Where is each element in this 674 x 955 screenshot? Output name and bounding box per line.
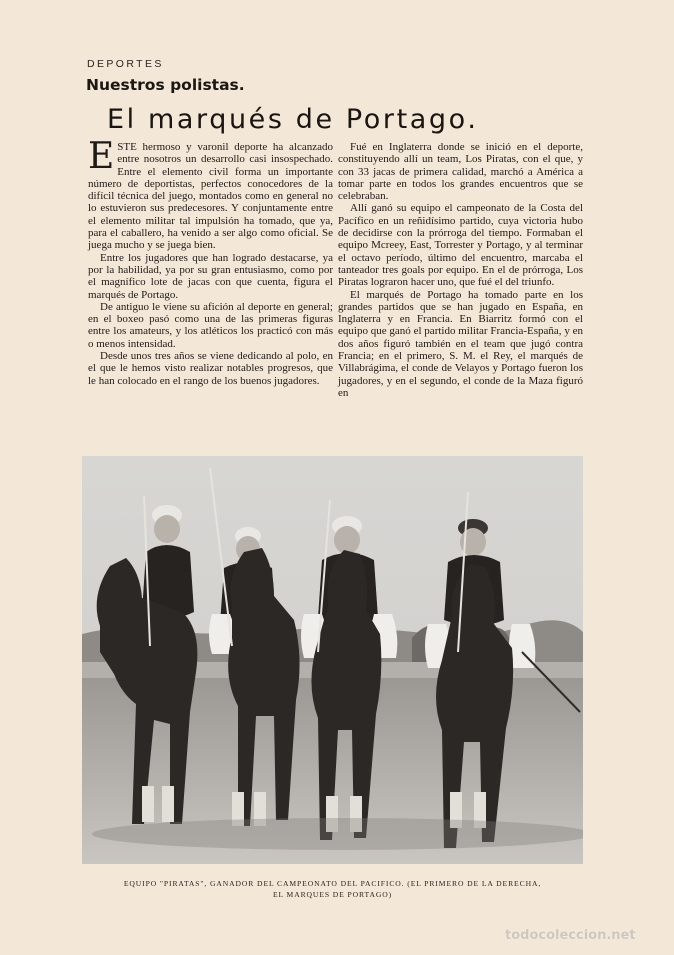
polo-team-photo [82,456,583,864]
paragraph-2: Entre los jugadores que han logrado destacarse, ya por la habilidad, ya por su gran entusiasmo, como por el magnífico lote de jacas con que cuenta, figura el marqués de Portago. [88,251,333,301]
photo-caption-line-1: EQUIPO "PIRATAS", GANADOR DEL CAMPEONATO DEL PACIFICO. (EL PRIMERO DE LA DERECHA, [123,879,542,888]
article-title: El marqués de Portago. [107,104,479,135]
paragraph-7: El marqués de Portago ha tomado parte en los grandes partidos que se han jugado en España, en Inglaterra y en Francia. En Biarritz formó con el equipo que ganó el partido militar Francia-España, y en dos años figuró también en el team que jugó contra Francia; en el primero, S. M. el Rey, el marqués de Villabrágima, el conde de Velayos y Portago fueron los jugadores, y en el segundo, el conde de la Maza figuró en [338,288,583,399]
paragraph-1-text: STE hermoso y varonil deporte ha alcanzado entre nosotros un desarrollo casi insospechado. Entre el elemento civil forma un importante número de deportistas, perfectos conocedores de la difícil técnica del juego, montados como en general no lo estuvieron sus predecesores. Y conjuntamente entre el elemento militar tal impulsión ha tomado, que ya, para el caballero, ha venido a ser algo como oficial. Se juega mucho y se juega bien. [88,141,333,252]
watermark-logo: todocoleccion.net [505,928,636,943]
paragraph-6: Allí ganó su equipo el campeonato de la Costa del Pacífico en un reñidísimo partido, cuya victoria hubo de decidirse con la prórroga del tiempo. Formaban el equipo Mcreey, East, Torrester y Portago, y al terminar el octavo período, último del encuentro, marcaba el tanteador tres goals por equipo. En el de prórroga, Los Piratas lograron hacer uno, que fué el del triunfo. [338,202,583,289]
paragraph-1 [88,136,333,252]
section-label: DEPORTES [87,58,164,70]
drop-cap: E [88,136,115,177]
polo-team-photo-illustration [82,456,583,864]
article-column-right [338,141,583,399]
paragraph-3: De antiguo le viene su afición al deporte en general; en el boxeo pasó como una de las primeras figuras entre los amateurs, y los atléticos los practicó con más o menos intensidad. [88,300,333,350]
photo-caption-line-2: EL MARQUES DE PORTAGO) [272,890,393,899]
paragraph-5: Fué en Inglaterra donde se inició en el deporte, constituyendo allí un team, Los Piratas, con el que, y con 33 jacas de primera calidad, marchó a América a tomar parte en todos los grandes encuentros que se celebraban. [338,141,583,203]
paragraph-4: Desde unos tres años se viene dedicando al polo, en el que le hemos visto realizar notables progresos, que le han colocado en el rango de los buenos jugadores. [88,350,333,387]
article-column-left [88,136,333,387]
article-subtitle: Nuestros polistas. [86,76,245,94]
